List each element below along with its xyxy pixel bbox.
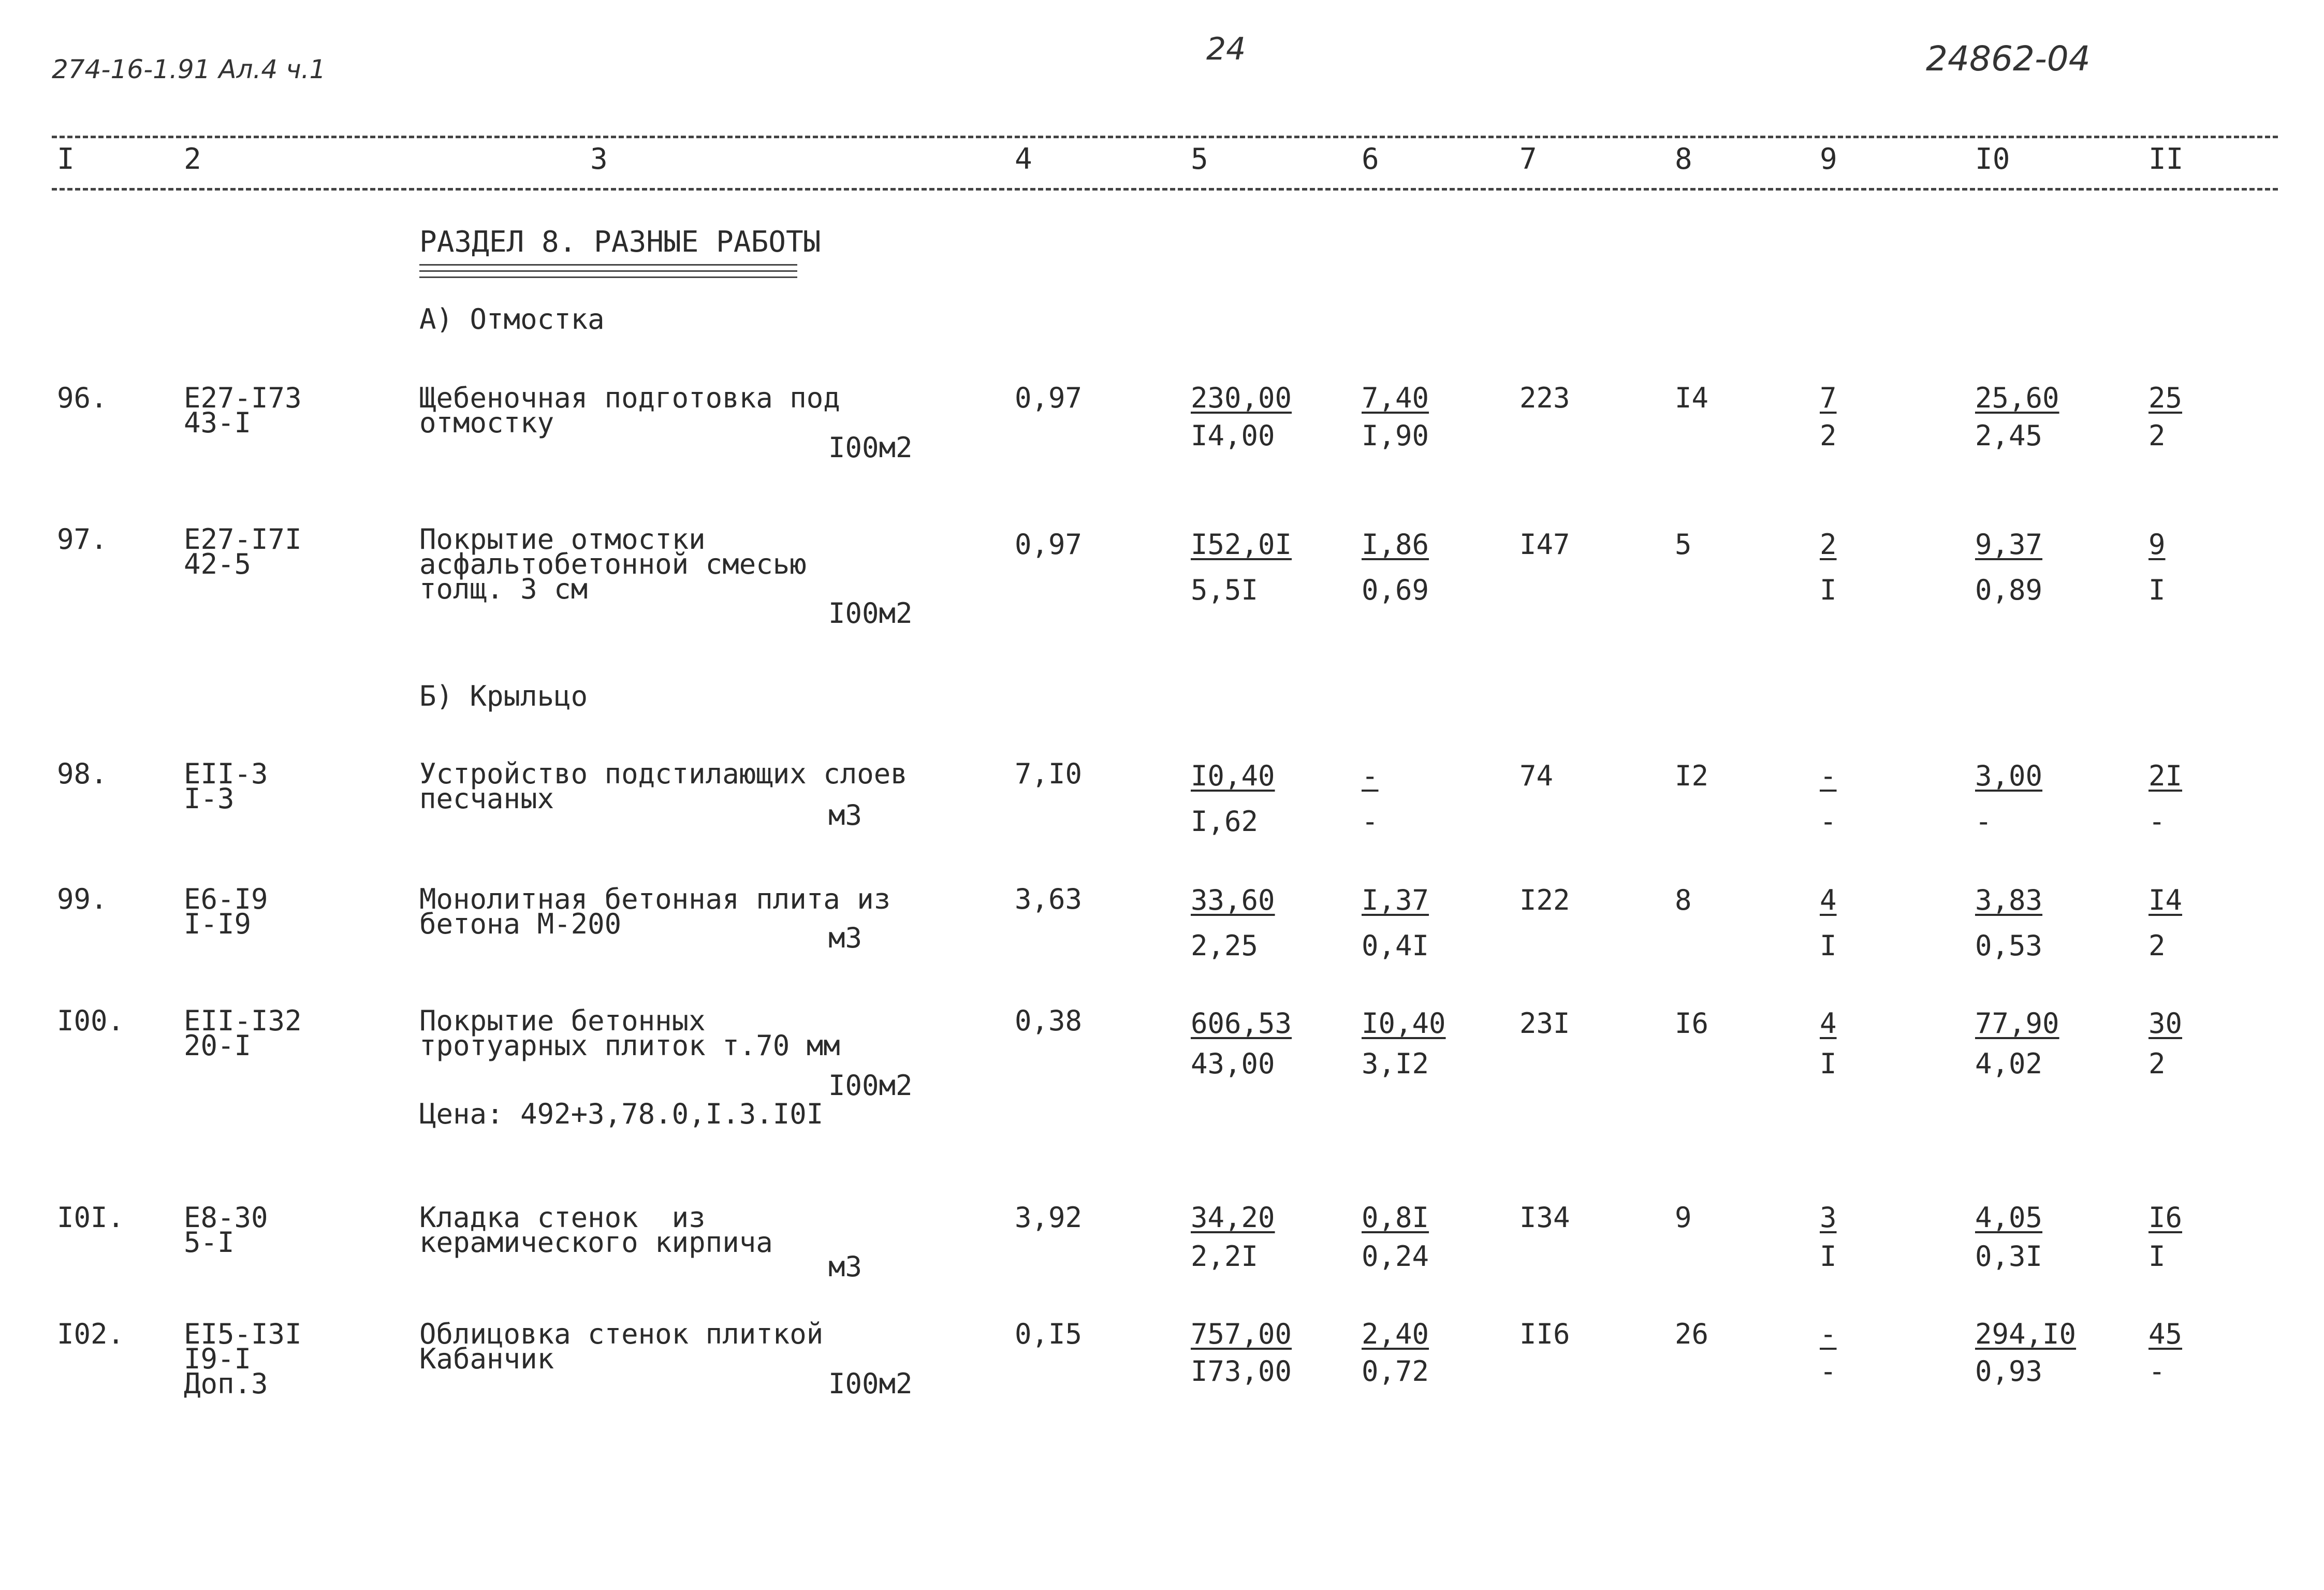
row-description: бетона М-200: [419, 908, 622, 940]
row-c8: I2: [1675, 760, 1709, 792]
row-c11-top: I6: [2148, 1201, 2183, 1234]
col-header-7: 7: [1519, 142, 1537, 176]
row-number: I00.: [57, 1004, 125, 1037]
row-c9-bottom: I: [1820, 1240, 1837, 1273]
row-code: Е27-I73: [184, 382, 302, 414]
row-qty: 3,92: [1015, 1201, 1083, 1234]
row-c5-top: 33,60: [1191, 884, 1275, 916]
row-description: песчаных: [419, 782, 554, 815]
col-header-2: 2: [184, 142, 201, 176]
col-header-11: II: [2148, 142, 2184, 176]
row-c6-top: 2,40: [1362, 1318, 1429, 1350]
row-code-extra: Доп.3: [184, 1367, 268, 1400]
row-c7: I47: [1519, 528, 1570, 561]
row-c10-bottom: 0,93: [1975, 1355, 2043, 1388]
row-c9-top: -: [1820, 760, 1837, 792]
row-code-sub: 43-I: [184, 406, 252, 439]
section-title-underline-1: [419, 264, 797, 266]
row-c5-bottom: 2,25: [1191, 929, 1259, 962]
row-code-sub: I-I9: [184, 908, 252, 940]
row-c11-bottom: I: [2148, 574, 2166, 606]
row-code-sub: 5-I: [184, 1226, 235, 1259]
header-top-rule: [52, 136, 2278, 138]
row-code-sub: 42-5: [184, 548, 252, 580]
row-description: керамического кирпича: [419, 1226, 773, 1259]
row-c6-top: I0,40: [1362, 1007, 1446, 1040]
row-qty: 0,97: [1015, 528, 1083, 561]
row-c5-bottom: 5,5I: [1191, 574, 1259, 606]
col-header-4: 4: [1015, 142, 1032, 176]
row-c11-bottom: I: [2148, 1240, 2166, 1273]
col-header-1: I: [57, 142, 75, 176]
row-c9-top: 3: [1820, 1201, 1837, 1234]
row-c8: I4: [1675, 382, 1709, 414]
row-c5-bottom: I73,00: [1191, 1355, 1292, 1388]
col-header-6: 6: [1362, 142, 1379, 176]
col-header-9: 9: [1820, 142, 1837, 176]
row-c10-top: 3,83: [1975, 884, 2043, 916]
row-c10-top: 4,05: [1975, 1201, 2043, 1234]
row-code: ЕII-3: [184, 757, 268, 790]
row-c10-top: 294,I0: [1975, 1318, 2077, 1350]
row-c6-bottom: 0,72: [1362, 1355, 1429, 1388]
row-c11-bottom: -: [2148, 1355, 2166, 1388]
row-c7: I22: [1519, 884, 1570, 916]
row-description: отмостку: [419, 406, 554, 439]
row-unit: м3: [828, 799, 863, 832]
row-c7: 23I: [1519, 1007, 1570, 1040]
row-c6-top: 0,8I: [1362, 1201, 1429, 1234]
row-description: Покрытие отмостки: [419, 523, 706, 556]
row-unit: I00м2: [828, 1069, 913, 1102]
row-c5-top: 606,53: [1191, 1007, 1292, 1040]
row-code-sub: I9-I: [184, 1343, 252, 1375]
row-c11-top: 2I: [2148, 760, 2183, 792]
row-c8: 9: [1675, 1201, 1692, 1234]
row-c11-bottom: 2: [2148, 929, 2166, 962]
row-c6-bottom: 0,4I: [1362, 929, 1429, 962]
row-c5-bottom: I4,00: [1191, 419, 1275, 452]
row-c5-top: 757,00: [1191, 1318, 1292, 1350]
row-description: Покрытие бетонных: [419, 1004, 706, 1037]
row-c5-bottom: I,62: [1191, 805, 1259, 838]
row-c8: 8: [1675, 884, 1692, 916]
row-c7: 223: [1519, 382, 1570, 414]
row-c8: I6: [1675, 1007, 1709, 1040]
row-code-sub: I-3: [184, 782, 235, 815]
row-description: Облицовка стенок плиткой: [419, 1318, 824, 1350]
row-description: Устройство подстилающих слоев: [419, 757, 908, 790]
row-c9-top: 4: [1820, 884, 1837, 916]
row-number: I02.: [57, 1318, 125, 1350]
row-c9-bottom: 2: [1820, 419, 1837, 452]
page-number: 24: [1206, 31, 1246, 67]
row-qty: 0,97: [1015, 382, 1083, 414]
row-c6-bottom: -: [1362, 805, 1379, 838]
row-c11-top: 30: [2148, 1007, 2183, 1040]
row-unit: I00м2: [828, 597, 913, 630]
row-description: Кладка стенок из: [419, 1201, 706, 1234]
row-c7: II6: [1519, 1318, 1570, 1350]
row-qty: 7,I0: [1015, 757, 1083, 790]
row-code: ЕI5-I3I: [184, 1318, 302, 1350]
row-number: 99.: [57, 883, 108, 915]
row-c10-top: 3,00: [1975, 760, 2043, 792]
row-c6-top: -: [1362, 760, 1379, 792]
row-qty: 0,38: [1015, 1004, 1083, 1037]
row-unit: I00м2: [828, 1367, 913, 1400]
row-c7: 74: [1519, 760, 1554, 792]
row-c9-top: -: [1820, 1318, 1837, 1350]
row-c11-bottom: 2: [2148, 1047, 2166, 1080]
row-c5-bottom: 43,00: [1191, 1047, 1275, 1080]
row-c11-bottom: -: [2148, 805, 2166, 838]
row-code: Е8-30: [184, 1201, 268, 1234]
row-c10-bottom: 0,3I: [1975, 1240, 2043, 1273]
row-c9-bottom: I: [1820, 1047, 1837, 1080]
section-title-underline-2: [419, 270, 797, 272]
row-code-sub: 20-I: [184, 1029, 252, 1062]
row-c6-top: I,86: [1362, 528, 1429, 561]
row-c10-bottom: 0,53: [1975, 929, 2043, 962]
row-c8: 26: [1675, 1318, 1709, 1350]
row-description: Монолитная бетонная плита из: [419, 883, 891, 915]
row-code: Е27-I7I: [184, 523, 302, 556]
row-c11-top: 45: [2148, 1318, 2183, 1350]
row-c5-top: 34,20: [1191, 1201, 1275, 1234]
subsection-a: А) Отмостка: [419, 303, 605, 335]
row-description: тротуарных плиток т.70 мм: [419, 1029, 840, 1062]
top-left-note: 274-16-1.91 Ал.4 ч.1: [52, 54, 326, 84]
row-c10-bottom: 2,45: [1975, 419, 2043, 452]
col-header-3: 3: [590, 142, 608, 176]
row-c11-top: 9: [2148, 528, 2166, 561]
row-description: Кабанчик: [419, 1343, 554, 1375]
row-c11-top: 25: [2148, 382, 2183, 414]
section-title-underline-3: [419, 276, 797, 278]
row-qty: 0,I5: [1015, 1318, 1083, 1350]
row-number: I0I.: [57, 1201, 125, 1234]
row-c9-bottom: I: [1820, 929, 1837, 962]
row-c6-bottom: 0,69: [1362, 574, 1429, 606]
row-description: толщ. 3 см: [419, 573, 588, 605]
row-c6-bottom: I,90: [1362, 419, 1429, 452]
header-bottom-rule: [52, 188, 2278, 191]
row-code: ЕII-I32: [184, 1004, 302, 1037]
row-description: асфальтобетонной смесью: [419, 548, 807, 580]
row-c8: 5: [1675, 528, 1692, 561]
row-unit: I00м2: [828, 431, 913, 464]
row-description: Щебеночная подготовка под: [419, 382, 840, 414]
row-c9-bottom: I: [1820, 574, 1837, 606]
row-c5-top: I0,40: [1191, 760, 1275, 792]
subsection-b: Б) Крыльцо: [419, 680, 588, 712]
row-unit: м3: [828, 922, 863, 954]
row-c10-bottom: 4,02: [1975, 1047, 2043, 1080]
row-c6-top: I,37: [1362, 884, 1429, 916]
row-qty: 3,63: [1015, 883, 1083, 915]
row-c5-top: I52,0I: [1191, 528, 1292, 561]
row-c5-bottom: 2,2I: [1191, 1240, 1259, 1273]
doc-code: 24862-04: [1926, 39, 2091, 79]
row-c6-bottom: 3,I2: [1362, 1047, 1429, 1080]
row-c9-top: 2: [1820, 528, 1837, 561]
row-c5-top: 230,00: [1191, 382, 1292, 414]
row-c9-bottom: -: [1820, 1355, 1837, 1388]
row-number: 97.: [57, 523, 108, 556]
row-c11-top: I4: [2148, 884, 2183, 916]
row-number: 96.: [57, 382, 108, 414]
row-c7: I34: [1519, 1201, 1570, 1234]
col-header-8: 8: [1675, 142, 1692, 176]
row-price-note: Цена: 492+3,78.0,I.3.I0I: [419, 1098, 824, 1130]
row-c6-bottom: 0,24: [1362, 1240, 1429, 1273]
row-c11-bottom: 2: [2148, 419, 2166, 452]
col-header-10: I0: [1975, 142, 2010, 176]
row-c10-bottom: 0,89: [1975, 574, 2043, 606]
row-c9-bottom: -: [1820, 805, 1837, 838]
row-unit: м3: [828, 1250, 863, 1283]
section-title: РАЗДЕЛ 8. РАЗНЫЕ РАБОТЫ: [419, 225, 821, 259]
col-header-5: 5: [1191, 142, 1208, 176]
row-code: Е6-I9: [184, 883, 268, 915]
row-c9-top: 4: [1820, 1007, 1837, 1040]
row-c9-top: 7: [1820, 382, 1837, 414]
row-c6-top: 7,40: [1362, 382, 1429, 414]
row-c10-top: 9,37: [1975, 528, 2043, 561]
row-c10-top: 77,90: [1975, 1007, 2059, 1040]
row-c10-top: 25,60: [1975, 382, 2059, 414]
row-number: 98.: [57, 757, 108, 790]
row-c10-bottom: -: [1975, 805, 1992, 838]
